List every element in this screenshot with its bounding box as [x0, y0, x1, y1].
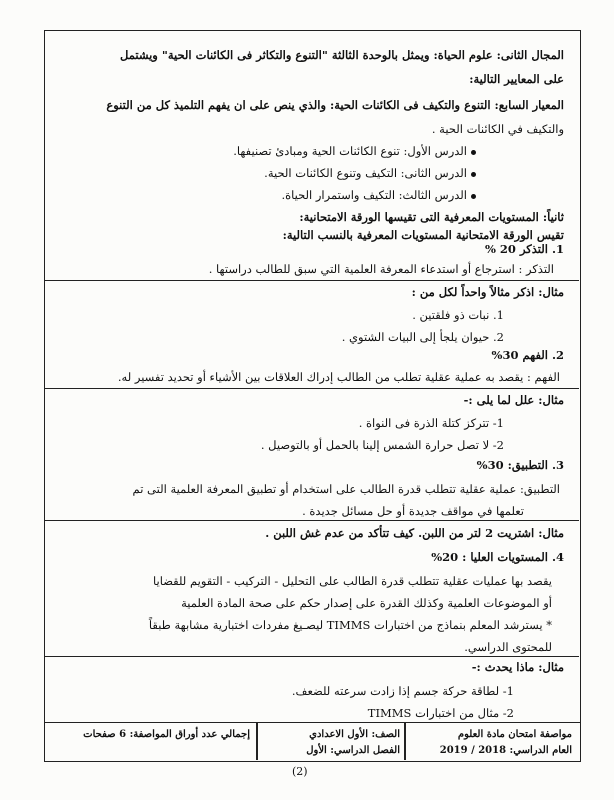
footer-pages: إجمالي عدد أوراق المواصفة: 6 صفحات — [83, 729, 250, 740]
lesson-item: الدرس الأول: تنوع الكائنات الحية ومبادئ تصنيفها. — [233, 146, 476, 158]
bullet-icon — [471, 194, 476, 199]
divider — [44, 388, 579, 389]
divider — [44, 656, 579, 657]
lesson-item: الدرس الثانى: التكيف وتنوع الكائنات الحية. — [264, 168, 476, 180]
level-higher-note-2: للمحتوى الدراسي. — [464, 640, 552, 654]
level-understand-heading: 2. الفهم 30% — [491, 348, 564, 362]
footer-grade: الصف: الأول الاعدادي — [309, 729, 400, 740]
level-apply-definition-2: تعلمها في مواقف جديدة أو حل مسائل جديدة . — [302, 504, 524, 518]
footer-divider — [256, 722, 258, 760]
level-remember-example: مثال: اذكر مثالاً واحداً لكل من : — [411, 285, 564, 299]
list-item: 1- لطاقة حركة جسم إذا زادت سرعته للضعف. — [291, 684, 514, 698]
footer-year: العام الدراسي: 2018 / 2019 — [439, 745, 572, 756]
section2-title: ثانياً: المستويات المعرفية التى تقيسها الورقة الامتحانية: — [299, 210, 564, 224]
level-remember-heading: 1. التذكر 20 % — [484, 242, 564, 256]
level-higher-heading: 4. المستويات العليا : 20% — [431, 550, 564, 564]
footer-divider — [404, 722, 406, 760]
lesson-item: الدرس الثالث: التكيف واستمرار الحياة. — [281, 190, 476, 202]
level-understand-definition: الفهم : يقصد به عملية عقلية تطلب من الطالب إدراك العلاقات بين الأشياء أو تحديد تفسير له. — [117, 370, 560, 384]
footer-term: الفصل الدراسي: الأول — [306, 745, 400, 756]
footer-spec-title: مواصفة امتحان مادة العلوم — [457, 729, 572, 740]
page-number: (2) — [292, 765, 308, 778]
divider — [44, 520, 579, 521]
domain-area-line-1: المجال الثانى: علوم الحياة: ويمثل بالوحدة الثالثة "التنوع والتكاثر فى الكائنات الحية" ويشتمل — [120, 48, 564, 62]
level-understand-example: مثال: علل لما يلى :- — [463, 393, 564, 407]
level-apply-heading: 3. التطبيق: 30% — [476, 458, 564, 472]
standard-line-2: والتكيف في الكائنات الحية . — [431, 122, 564, 136]
list-item: 1- تتركز كتلة الذرة فى النواة . — [358, 416, 504, 430]
footer-table — [44, 722, 581, 762]
level-apply-definition-1: التطبيق: عملية عقلية تتطلب قدرة الطالب على استخدام أو تطبيق المعرفة العلمية التى تم — [132, 482, 560, 496]
level-higher-note-1: * يسترشد المعلم بنماذج من اختبارات TIMMS ليصـيغ مفردات اختبارية مشابهة طبقاً — [148, 618, 552, 632]
list-item: 2- مثال من اختبارات TIMMS — [367, 706, 514, 720]
level-higher-example: مثال: ماذا يحدث :- — [471, 660, 564, 674]
list-item: 1. نبات ذو فلقتين . — [412, 308, 504, 322]
section2-subtitle: تقيس الورقة الامتحانية المستويات المعرفية بالنسب التالية: — [282, 228, 564, 242]
bullet-icon — [471, 172, 476, 177]
level-higher-definition-1: يقصد بها عمليات عقلية تتطلب قدرة الطالب على التحليل - التركيب - التقويم للقضايا — [153, 574, 552, 588]
bullet-icon — [471, 150, 476, 155]
divider — [44, 280, 579, 281]
domain-area-line-2: على المعايير التالية: — [469, 72, 564, 86]
level-remember-definition: التذكر : استرجاع أو استدعاء المعرفة العلمية التي سبق للطالب دراستها . — [208, 262, 554, 276]
level-apply-example: مثال: اشتريت 2 لتر من اللبن. كيف تتأكد من عدم غش اللبن . — [265, 526, 564, 540]
standard-line-1: المعيار السابع: التنوع والتكيف فى الكائنات الحية: والذي ينص على ان يفهم التلميذ كل من التنوع — [106, 98, 564, 112]
list-item: 2- لا تصل حرارة الشمس إلينا بالحمل أو بالتوصيل . — [260, 438, 504, 452]
list-item: 2. حيوان يلجأ إلى البيات الشتوي . — [341, 330, 504, 344]
level-higher-definition-2: أو الموضوعات العلمية وكذلك القدرة على إصدار حكم على صحة المادة العلمية — [181, 596, 552, 610]
